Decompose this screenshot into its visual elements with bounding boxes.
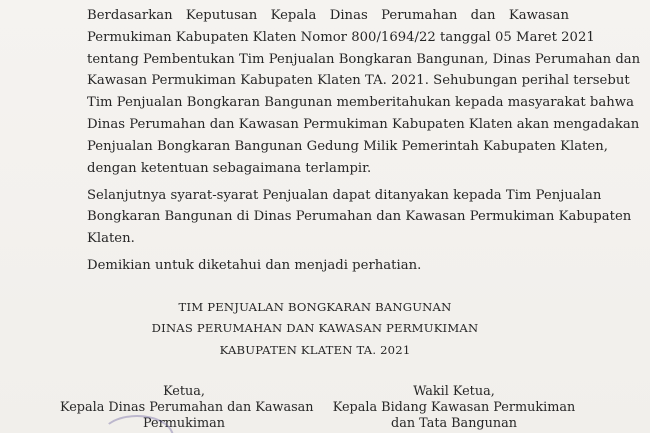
signer-left-role: Ketua,: [163, 384, 205, 399]
paragraph-1-line-1: Berdasarkan Keputusan Kepala Dinas Perumahan dan Kawasan: [87, 8, 569, 23]
paragraph-1-line-5: Tim Penjualan Bongkaran Bangunan memberitahukan kepada masyarakat bahwa: [87, 95, 634, 111]
signer-left-title-line-2: Permukiman: [143, 416, 225, 431]
signatory-team-name: TIM PENJUALAN BONGKARAN BANGUNAN: [178, 300, 452, 314]
signer-right: [330, 384, 578, 432]
signer-right-title-line-1: Kepala Bidang Kawasan Permukiman: [332, 400, 576, 415]
signer-right-role: Wakil Ketua,: [413, 384, 495, 399]
paragraph-1: [87, 5, 641, 179]
letter-body: [87, 5, 641, 277]
signatory-agency-name: DINAS PERUMAHAN DAN KAWASAN PERMUKIMAN: [151, 321, 479, 335]
paragraph-3: [87, 255, 569, 277]
signer-left: [60, 384, 314, 432]
paragraph-1-line-7: Penjualan Bongkaran Bangunan Gedung Milik Pemerintah Kabupaten Klaten,: [87, 138, 608, 154]
paragraph-2-line-3: Klaten.: [87, 231, 135, 247]
paragraph-2-line-1: Selanjutnya syarat-syarat Penjualan dapat ditanyakan kepada Tim Penjualan: [87, 187, 602, 203]
paragraph-2-line-2: Bongkaran Bangunan di Dinas Perumahan dan Kawasan Permukiman Kabupaten: [87, 209, 632, 225]
signer-right-title-line-2: dan Tata Bangunan: [391, 416, 517, 431]
paragraph-1-line-6: Dinas Perumahan dan Kawasan Permukiman Kabupaten Klaten akan mengadakan: [87, 116, 640, 132]
paragraph-2: [87, 185, 632, 250]
signer-left-title-line-1: Kepala Dinas Perumahan dan Kawasan: [60, 400, 314, 415]
paragraph-1-line-8: dengan ketentuan sebagaimana terlampir.: [87, 160, 372, 176]
paragraph-1-line-4: Kawasan Permukiman Kabupaten Klaten TA. 2021. Sehubungan perihal tersebut: [87, 73, 630, 89]
paragraph-1-line-3: tentang Pembentukan Tim Penjualan Bongkaran Bangunan, Dinas Perumahan dan: [87, 51, 641, 67]
paragraph-1-line-2: Permukiman Kabupaten Klaten Nomor 800/1694/22 tanggal 05 Maret 2021: [87, 29, 595, 45]
paragraph-3-line-1: Demikian untuk diketahui dan menjadi perhatian.: [87, 257, 422, 273]
signatory-region-year: KABUPATEN KLATEN TA. 2021: [219, 343, 411, 357]
